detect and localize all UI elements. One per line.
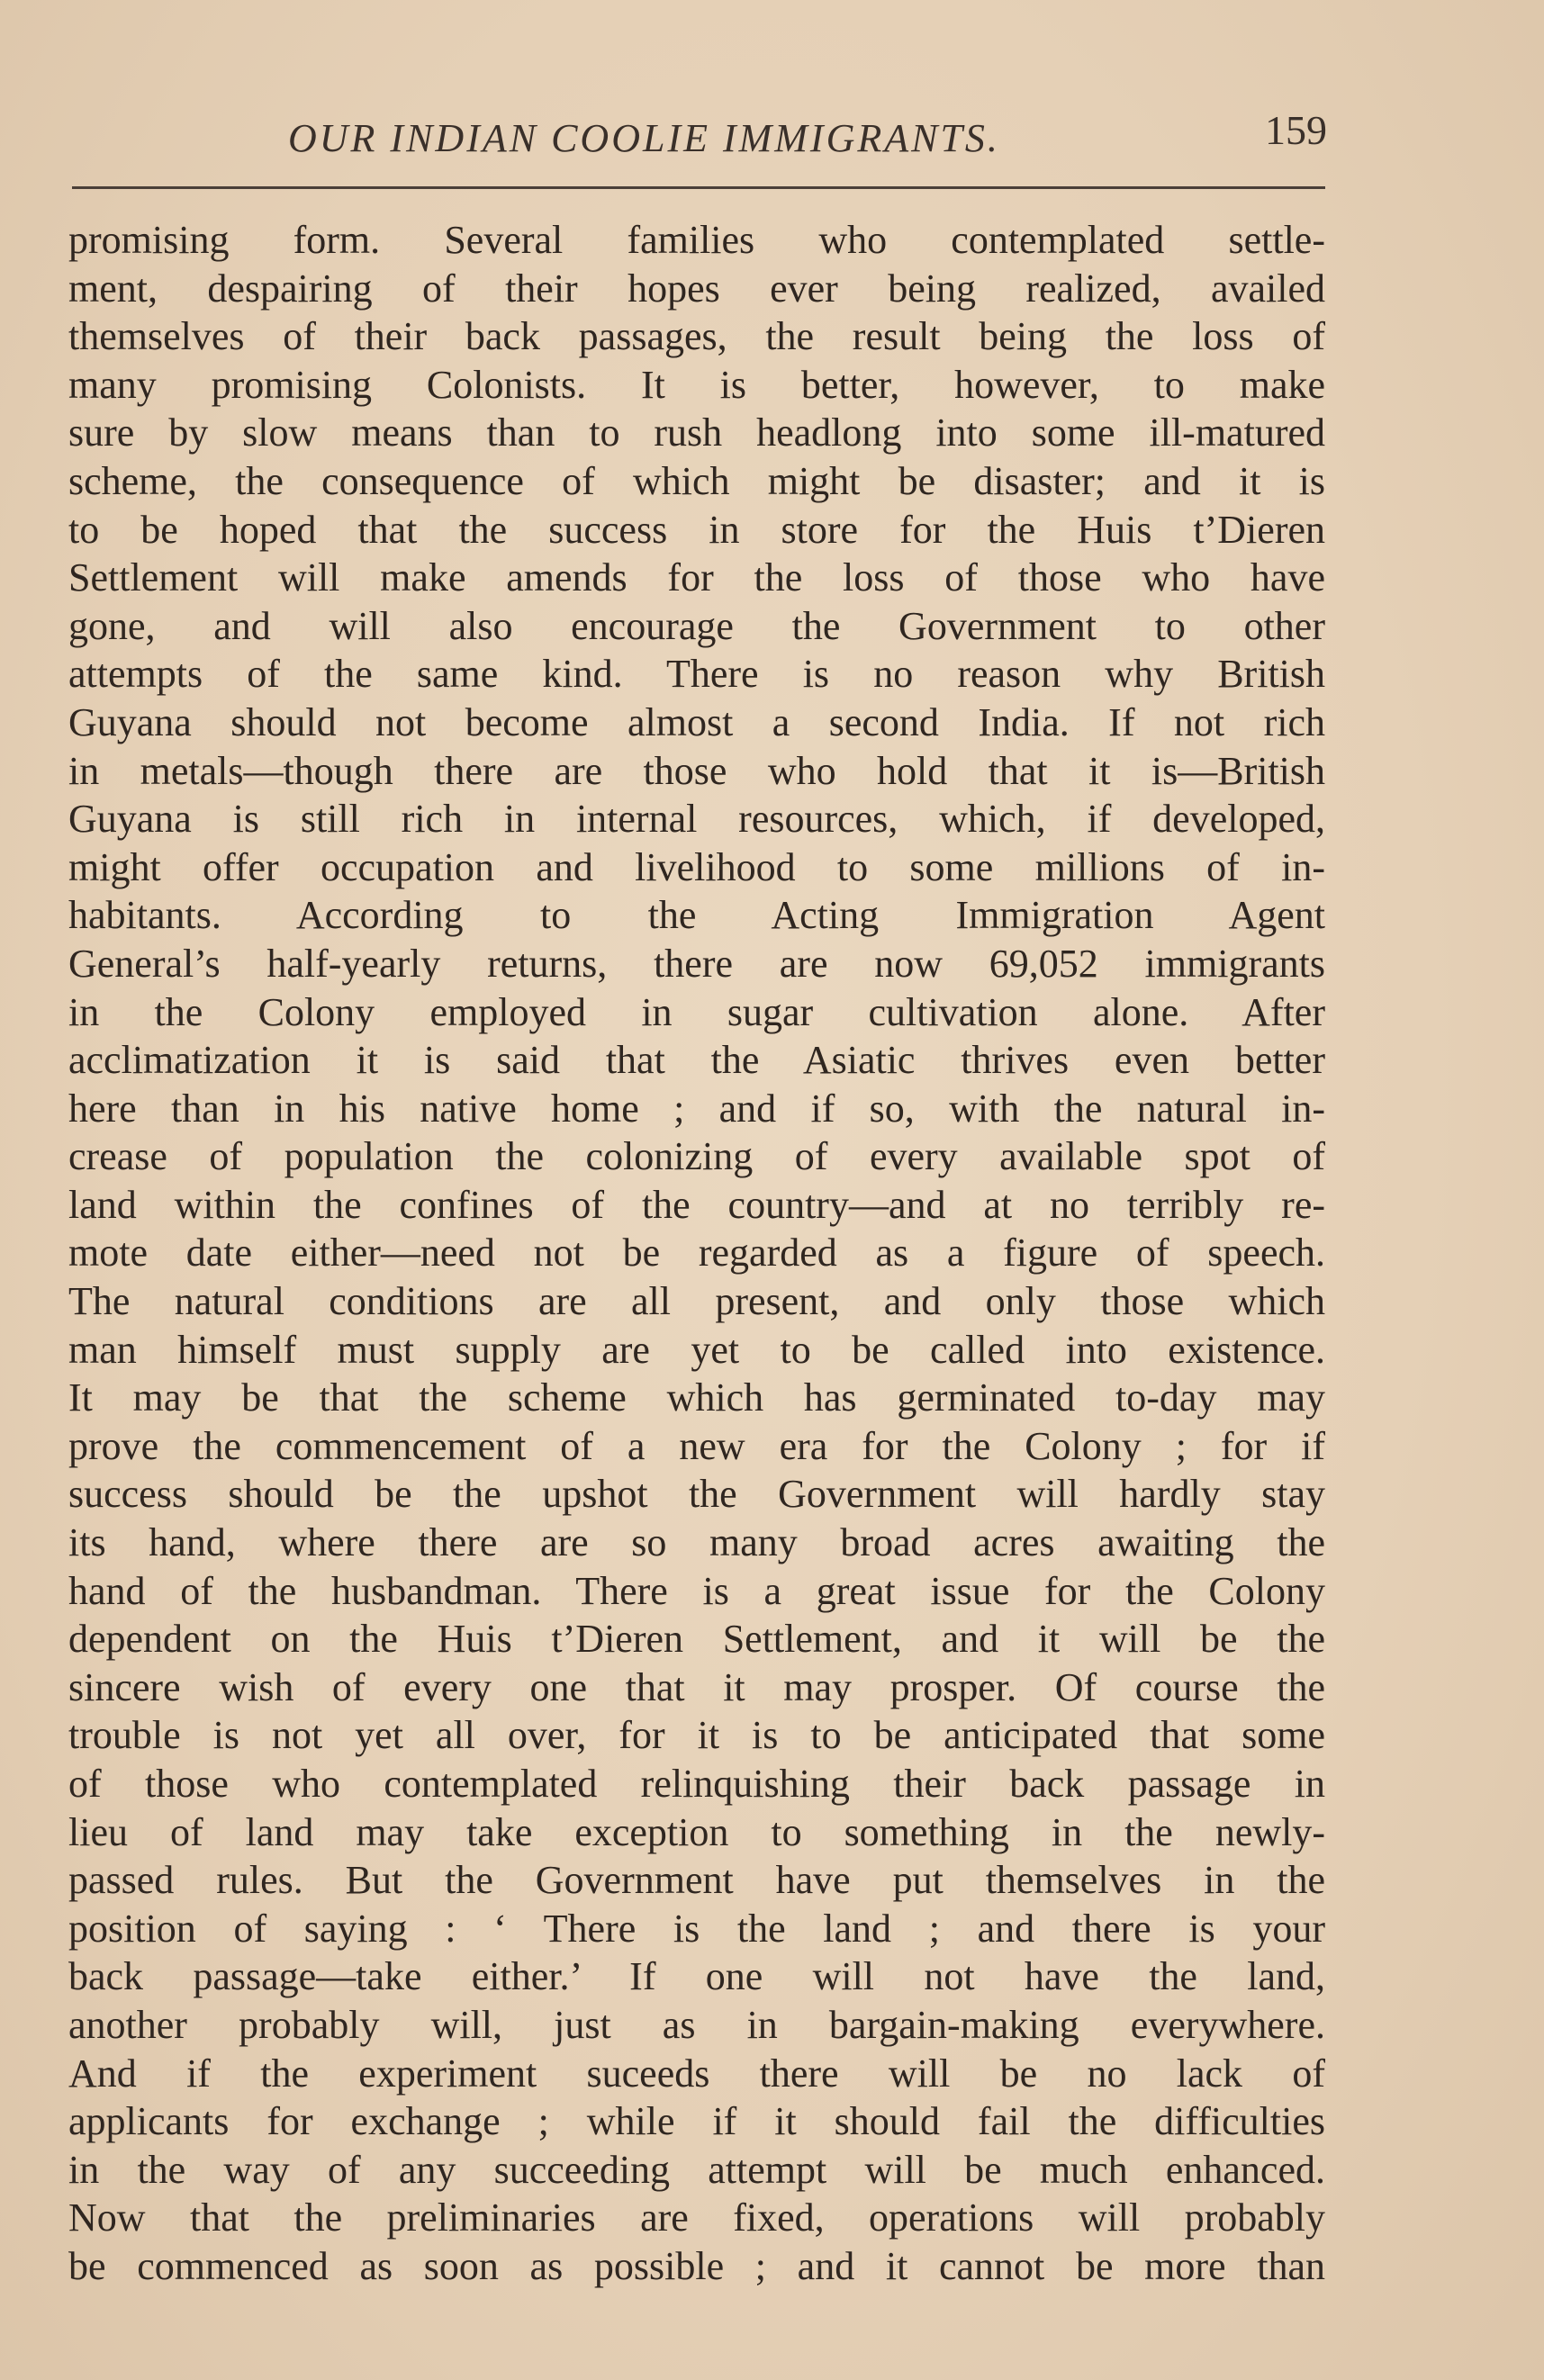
text-line: General’s half-yearly returns, there are now 69,052 immigrants — [68, 941, 1325, 986]
text-line: might offer occupation and livelihood to some millions of in- — [68, 844, 1325, 889]
text-line: in the way of any succeeding attempt will be much enhanced. — [68, 2147, 1325, 2192]
text-line: Guyana is still rich in internal resources, which, if developed, — [68, 797, 1325, 842]
text-line: ment, despairing of their hopes ever being realized, availed — [68, 266, 1325, 311]
header-rule — [72, 186, 1325, 189]
text-line: in metals—though there are those who hold that it is—British — [68, 748, 1325, 793]
text-line: And if the experiment suceeds there will be no lack of — [68, 2051, 1325, 2096]
text-line: applicants for exchange ; while if it should fail the difficulties — [68, 2099, 1325, 2144]
text-line: scheme, the consequence of which might be disaster; and it is — [68, 458, 1325, 503]
text-line: in the Colony employed in sugar cultivation alone. After — [68, 989, 1325, 1034]
text-line: of those who contemplated relinquishing their back passage in — [68, 1762, 1325, 1806]
text-line: dependent on the Huis t’Dieren Settlement, and it will be the — [68, 1617, 1325, 1662]
text-line: lieu of land may take exception to something in the newly- — [68, 1809, 1325, 1854]
text-line: prove the commencement of a new era for the Colony ; for if — [68, 1423, 1325, 1468]
text-line: man himself must supply are yet to be called into existence. — [68, 1327, 1325, 1372]
text-line: mote date either—need not be regarded as a figure of speech. — [68, 1231, 1325, 1276]
text-line: passed rules. But the Government have put themselves in the — [68, 1858, 1325, 1903]
text-line: to be hoped that the success in store for the Huis t’Dieren — [68, 507, 1325, 552]
text-line: habitants. According to the Acting Immigration Agent — [68, 893, 1325, 938]
text-line: crease of population the colonizing of every available spot of — [68, 1134, 1325, 1179]
text-line: Settlement will make amends for the loss of those who have — [68, 555, 1325, 600]
text-line: back passage—take either.’ If one will not have the land, — [68, 1954, 1325, 1999]
text-line: sure by slow means than to rush headlong into some ill-matured — [68, 410, 1325, 455]
text-line: success should be the upshot the Government will hardly stay — [68, 1472, 1325, 1517]
text-line: its hand, where there are so many broad acres awaiting the — [68, 1520, 1325, 1565]
text-line: promising form. Several families who contemplated settle- — [68, 218, 1325, 262]
text-line: trouble is not yet all over, for it is to be anticipated that some — [68, 1713, 1325, 1758]
text-line: here than in his native home ; and if so, with the natural in- — [68, 1086, 1325, 1131]
text-line: attempts of the same kind. There is no reason why British — [68, 652, 1325, 697]
text-line: themselves of their back passages, the result being the loss of — [68, 314, 1325, 359]
text-line: position of saying : ‘ There is the land ; and there is your — [68, 1906, 1325, 1951]
text-line: land within the confines of the country—and at no terribly re- — [68, 1182, 1325, 1227]
text-line: many promising Colonists. It is better, however, to make — [68, 362, 1325, 407]
text-line: gone, and will also encourage the Government to other — [68, 603, 1325, 648]
text-line: sincere wish of every one that it may prosper. Of course the — [68, 1664, 1325, 1709]
page-number: 159 — [1265, 107, 1327, 153]
text-line: Guyana should not become almost a second India. If not rich — [68, 699, 1325, 744]
text-line: acclimatization it is said that the Asiatic thrives even better — [68, 1038, 1325, 1083]
text-line: hand of the husbandman. There is a great issue for the Colony — [68, 1568, 1325, 1613]
text-line: another probably will, just as in bargain-making everywhere. — [68, 2002, 1325, 2047]
text-line: Now that the preliminaries are fixed, operations will probably — [68, 2195, 1325, 2240]
text-line: It may be that the scheme which has germinated to-day may — [68, 1375, 1325, 1420]
body-text — [68, 216, 1325, 2291]
running-title: OUR INDIAN COOLIE IMMIGRANTS. — [288, 116, 1000, 160]
text-line: be commenced as soon as possible ; and it cannot be more than — [68, 2243, 1325, 2288]
running-header — [70, 106, 1327, 169]
text-line: The natural conditions are all present, and only those which — [68, 1279, 1325, 1324]
